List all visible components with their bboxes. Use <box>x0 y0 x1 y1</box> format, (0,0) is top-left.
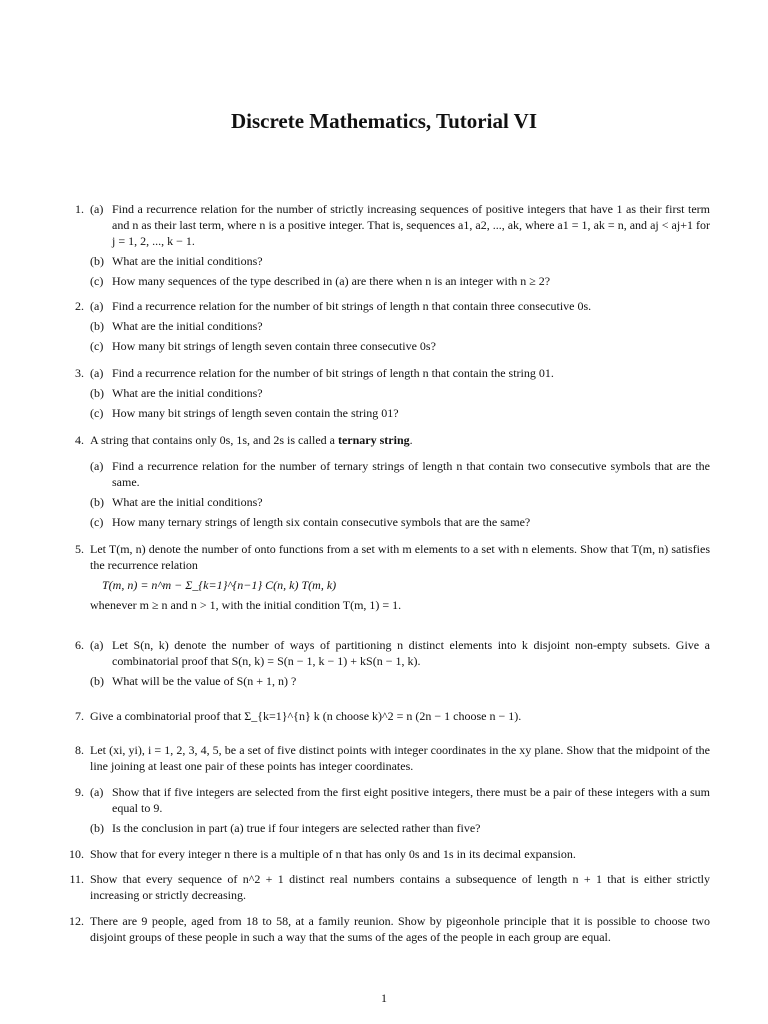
problem-8-text: Let (xi, yi), i = 1, 2, 3, 4, 5, be a set of five distinct points with integer coordinates in the xy plane. Show that the midpoint of the line joining at least one pair of these points has integer coordinates. <box>90 743 710 773</box>
problem-number: 2. <box>75 299 84 313</box>
problem-number: 6. <box>75 638 84 652</box>
problem-12-text: There are 9 people, aged from 18 to 58, at a family reunion. Show by pigeonhole principle that it is possible to choose two disjoint groups of these people in such a way that the sums of the ages of the people in each group are equal. <box>90 914 710 944</box>
problem-3b: (b) What are the initial conditions? <box>90 386 263 400</box>
problem-number: 3. <box>75 366 84 380</box>
problem-4a: (a) Find a recurrence relation for the number of ternary strings of length n that contain two consecutive symbols that are the same. <box>90 459 710 489</box>
problem-number: 11. <box>69 872 84 886</box>
problem-2a: (a) Find a recurrence relation for the number of bit strings of length n that contain three consecutive 0s. <box>90 299 592 313</box>
problem-11-text: Show that every sequence of n^2 + 1 distinct real numbers contains a subsequence of length n + 1 that is either strictly increasing or strictly decreasing. <box>90 872 710 902</box>
problem-3c: (c) How many bit strings of length seven contain the string 01? <box>90 406 399 420</box>
page-number: 1 <box>381 991 387 1005</box>
problem-4 <box>60 432 710 534</box>
problem-11 <box>60 871 710 903</box>
problem-2b: (b) What are the initial conditions? <box>90 319 263 333</box>
problem-9b: (b) Is the conclusion in part (a) true if four integers are selected rather than five? <box>90 821 481 835</box>
problem-2c: (c) How many bit strings of length seven contain three consecutive 0s? <box>90 339 436 353</box>
problem-6b: (b) What will be the value of S(n + 1, n) ? <box>90 674 297 688</box>
problem-7 <box>60 708 710 724</box>
problem-1a: (a) Find a recurrence relation for the number of strictly increasing sequences of positive integers that have 1 as their first term and n as their last term, where n is a positive integer. That is, sequences a1, a2, ..., ak, where a1 = 1, ak = n, and aj < aj+1 for j = 1, 2, ..., k − 1. <box>90 202 710 248</box>
problem-3 <box>60 365 710 425</box>
problem-number: 7. <box>75 709 84 723</box>
term-bold: ternary string <box>337 433 410 447</box>
problem-number: 1. <box>75 202 84 216</box>
problem-3a: (a) Find a recurrence relation for the number of bit strings of length n that contain the string 01. <box>90 366 554 380</box>
problem-4b: (b) What are the initial conditions? <box>90 495 263 509</box>
problem-9a: (a) Show that if five integers are selected from the first eight positive integers, there must be a pair of these integers with a sum equal to 9. <box>90 785 710 815</box>
problem-number: 10. <box>69 847 84 861</box>
problem-number: 4. <box>75 433 84 447</box>
problem-number: 12. <box>69 914 84 928</box>
problem-5-tail: whenever m ≥ n and n > 1, with the initial condition T(m, 1) = 1. <box>90 598 402 612</box>
problem-6a: (a) Let S(n, k) denote the number of ways of partitioning n distinct elements into k disjoint non-empty subsets. Give a combinatorial proof that S(n, k) = S(n − 1, k − 1) + kS(n − 1, k). <box>90 638 710 668</box>
problem-4-stem: A string that contains only 0s, 1s, and 2s is called a ternary string. <box>90 433 413 447</box>
problem-2 <box>60 298 710 358</box>
problem-10 <box>60 846 710 862</box>
problem-number: 5. <box>75 542 84 556</box>
problem-8 <box>60 742 710 774</box>
problem-1c: (c) How many sequences of the type described in (a) are there when n is an integer with n ≥ 2? <box>90 274 551 288</box>
problem-number: 8. <box>75 743 84 757</box>
problem-7-text: Give a combinatorial proof that Σ_{k=1}^{n} k (n choose k)^2 = n (2n − 1 choose n − 1). <box>90 709 522 723</box>
problem-1 <box>60 201 710 293</box>
recurrence-formula: T(m, n) = n^m − Σ_{k=1}^{n−1} C(n, k) T(m, k) <box>102 578 337 592</box>
problem-5-stem: Let T(m, n) denote the number of onto functions from a set with m elements to a set with n elements. Show that T(m, n) satisfies the recurrence relation <box>90 542 710 572</box>
problem-4c: (c) How many ternary strings of length six contain consecutive symbols that are the same? <box>90 515 531 529</box>
problem-10-text: Show that for every integer n there is a multiple of n that has only 0s and 1s in its decimal expansion. <box>90 847 576 861</box>
problem-6 <box>60 637 710 693</box>
problem-number: 9. <box>75 785 84 799</box>
problem-12 <box>60 913 710 945</box>
problem-9 <box>60 784 710 840</box>
problem-1b: (b) What are the initial conditions? <box>90 254 263 268</box>
problem-5 <box>60 541 710 613</box>
page-title: Discrete Mathematics, Tutorial VI <box>230 109 538 133</box>
